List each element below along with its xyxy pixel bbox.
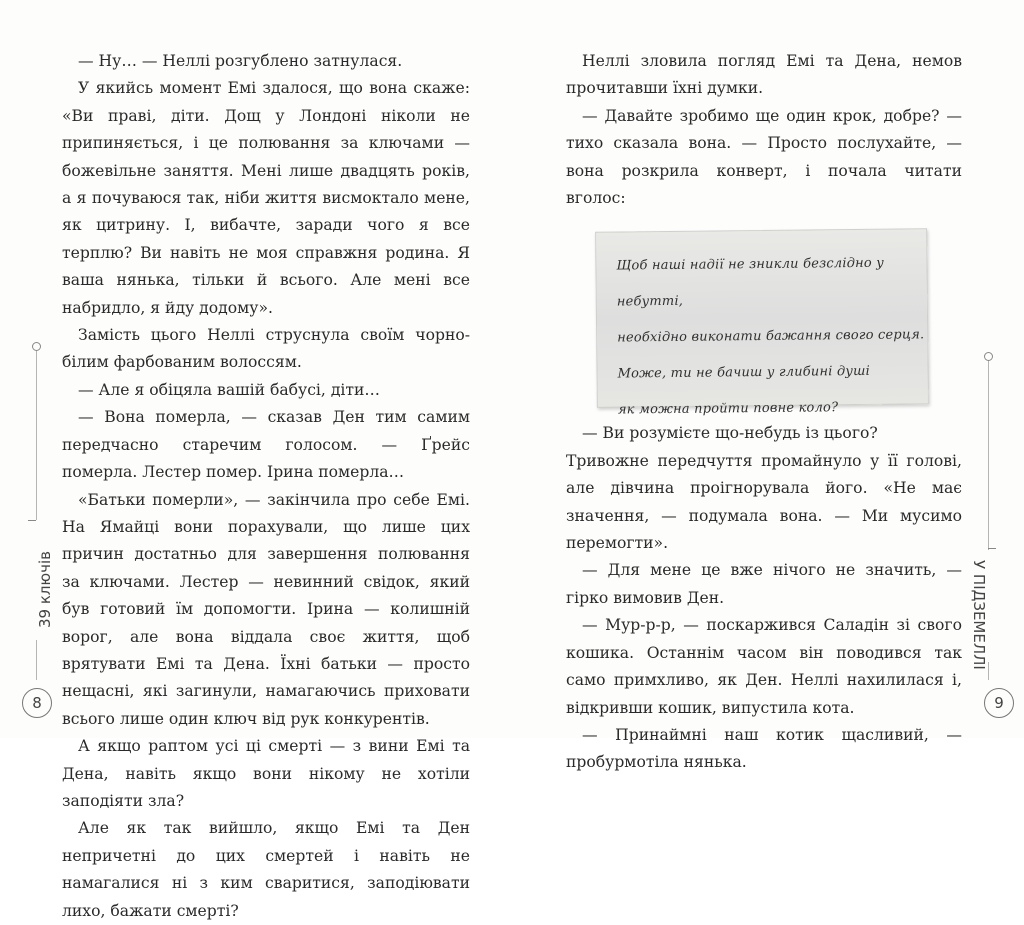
- right-text-column: [566, 48, 962, 777]
- right-margin-rule-top: [988, 360, 989, 550]
- left-text-column: [62, 48, 470, 925]
- paragraph: У якийсь момент Емі здалося, що вона скаже: «Ви праві, діти. Дощ у Лондоні ніколи не припиняється, і це полювання за ключами — божевільне заняття. Мені лише двадцять років, а я почуваюся так, ніби життя висмоктало мене, як цитрину. І, вибачте, заради чого я все терплю? Ви навіть не моя справжня родина. Я ваша нянька, тільки й всього. Але мені все набридло, я йду додому».: [62, 79, 470, 317]
- left-margin-rule-bottom: [36, 640, 37, 680]
- right-margin-tick: [988, 548, 996, 549]
- paragraph: Неллі зловила погляд Емі та Дена, немов прочитавши їхні думки.: [566, 52, 962, 98]
- paragraph: Замість цього Неллі струснула своїм чорно-білим фарбованим волоссям.: [62, 326, 470, 372]
- left-margin-tick: [28, 520, 36, 521]
- right-page-number: 9: [984, 688, 1014, 718]
- series-title: 39 ключів: [36, 551, 54, 628]
- paragraph: Тривожне передчуття промайнуло у її голові, але дівчина проігнорувала його. «Не має значення, — подумала вона. — Ми мусимо перемогти».: [566, 451, 962, 553]
- handwritten-note: [595, 229, 929, 418]
- paragraph: — Мур-р-р, — поскаржився Саладін зі свого кошика. Останнім часом він поводився так само примхливо, як Ден. Неллі нахилилася і, відкривши кошик, випустила кота.: [566, 616, 962, 717]
- paragraph: — Ну… — Неллі розгублено затнулася.: [78, 52, 403, 70]
- paragraph: А якщо раптом усі ці смерті — з вини Емі та Дена, навіть якщо вони нікому не хотіли заподіяти зла?: [62, 737, 470, 810]
- note-line: необхідно виконати бажання свого серця.: [617, 327, 925, 346]
- left-margin-rule-top: [36, 350, 37, 520]
- paragraph: — Ви розумієте що-небудь із цього?: [582, 424, 878, 443]
- paragraph: — Вона померла, — сказав Ден тим самим передчасно старечим голосом. — Ґрейс померла. Лестер помер. Ірина померла…: [62, 408, 470, 482]
- paragraph: — Для мене це вже нічого не значить, — гірко вимовив Ден.: [566, 561, 962, 607]
- left-page-number: 8: [22, 688, 52, 718]
- note-line: Щоб наші надії не зникли безслідно у небутті,: [616, 256, 885, 310]
- note-line: як можна пройти повне коло?: [617, 400, 839, 418]
- paragraph: «Батьки померли», — закінчила про себе Емі. На Ямайці вони порахували, що лише цих причин достатньо для завершення полювання за ключами. Лестер — невинний свідок, який був готовий їм допомогти. Ірина — колишній ворог, але вона віддала своє життя, щоб врятувати Емі та Дена. Їхні батьки — просто нещасні, які загинули, намагаючись приховати всього лише один ключ від рук конкурентів.: [62, 490, 470, 728]
- right-margin-rule-bottom: [988, 662, 989, 680]
- paragraph: — Але я обіцяла вашій бабусі, діти…: [78, 380, 381, 399]
- note-line: Може, ти не бачиш у глибині душі: [617, 364, 871, 382]
- paragraph: — Принаймні наш котик щасливий, — пробурмотіла нянька.: [566, 725, 962, 772]
- paragraph: — Давайте зробимо ще один крок, добре? — тихо сказала вона. — Просто послухайте, — вона розкрила конверт, і почала читати вголос:: [566, 106, 962, 208]
- left-margin-ornament-top: [32, 342, 41, 351]
- paragraph: Але як так вийшло, якщо Емі та Ден непричетні до цих смертей і навіть не намагалися ні з ким сваритися, заподіювати лихо, бажати смерті?: [62, 819, 470, 920]
- chapter-title: У ПІДЗЕМЕЛЛІ: [970, 560, 988, 670]
- right-margin-ornament-top: [984, 352, 993, 361]
